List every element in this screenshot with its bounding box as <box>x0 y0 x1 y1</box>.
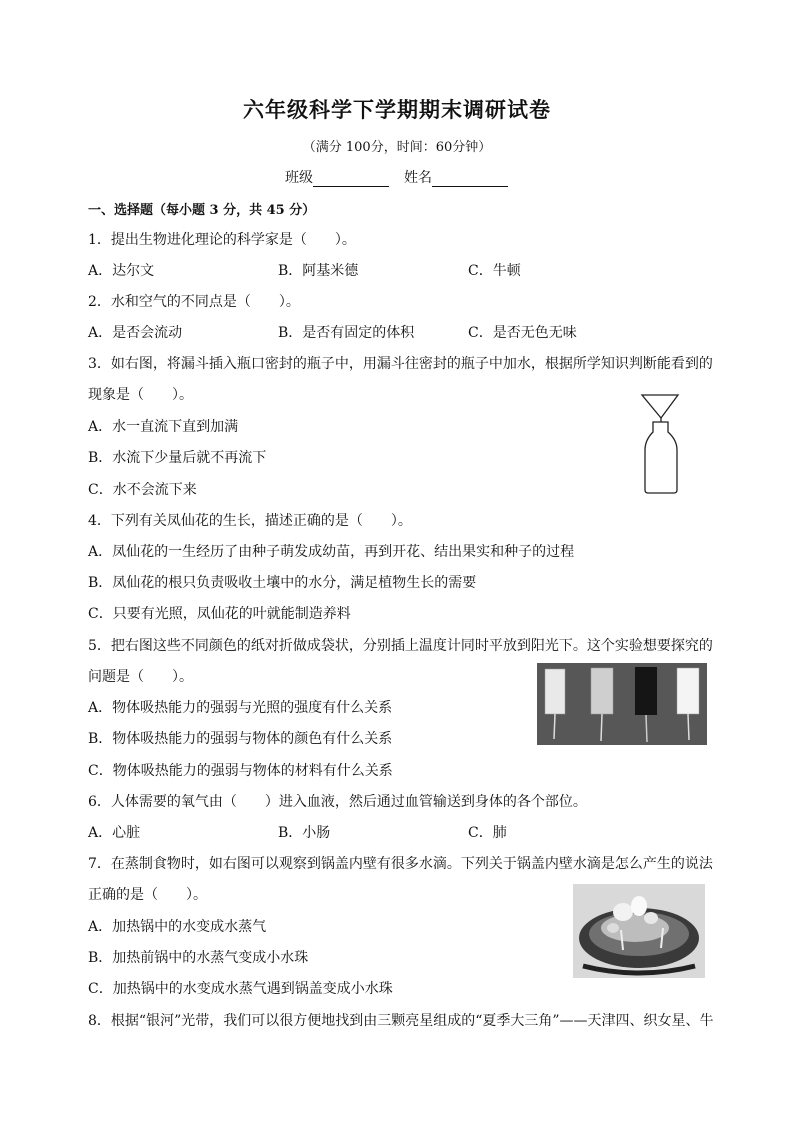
question-6-option-a: A．心脏 <box>88 825 141 841</box>
question-3-option-c: C．水不会流下来 <box>88 482 197 498</box>
question-3-option-a: A．水一直流下直到加满 <box>88 419 239 435</box>
name-field <box>404 167 508 187</box>
question-5-option-a: A．物体吸热能力的强弱与光照的强度有什么关系 <box>88 700 393 716</box>
question-1-stem: 1．提出生物进化理论的科学家是（ ）。 <box>88 232 356 248</box>
steaming-pot-photo <box>573 884 705 978</box>
question-2-option-c: C．是否无色无味 <box>468 325 577 341</box>
exam-title: 六年级科学下学期期末调研试卷 <box>243 97 551 122</box>
exam-subtitle: （满分 100分，时间：60分钟） <box>302 140 492 155</box>
question-4-stem: 4．下列有关凤仙花的生长，描述正确的是（ ）。 <box>88 513 412 529</box>
question-7-stem-line1: 7．在蒸制食物时，如右图可以观察到锅盖内壁有很多水滴。下列关于锅盖内壁水滴是怎么产生的说法 <box>88 856 713 872</box>
question-4-option-c: C．只要有光照，凤仙花的叶就能制造养料 <box>88 606 351 622</box>
class-label: 班级 <box>285 170 313 186</box>
question-7-option-c: C．加热锅中的水变成水蒸气遇到锅盖变成小水珠 <box>88 981 393 997</box>
question-2-option-a: A．是否会流动 <box>88 325 183 341</box>
section-heading: 一、选择题（每小题 3 分，共 45 分） <box>88 203 316 218</box>
colored-paper-bags-photo <box>537 663 707 745</box>
question-3-stem-line1: 3．如右图，将漏斗插入瓶口密封的瓶子中，用漏斗往密封的瓶子中加水，根据所学知识判断能看到的 <box>88 356 713 372</box>
question-5-option-c: C．物体吸热能力的强弱与物体的材料有什么关系 <box>88 763 393 779</box>
question-3-stem-line2: 现象是（ ）。 <box>88 387 193 403</box>
question-7-option-a: A．加热锅中的水变成水蒸气 <box>88 919 267 935</box>
question-6-option-b: B．小肠 <box>278 825 331 841</box>
question-5-option-b: B．物体吸热能力的强弱与物体的颜色有什么关系 <box>88 731 393 747</box>
name-blank <box>432 172 508 187</box>
question-7-stem-line2: 正确的是（ ）。 <box>88 887 207 903</box>
question-4-option-b: B．凤仙花的根只负责吸收土壤中的水分，满足植物生长的需要 <box>88 575 477 591</box>
question-2-option-b: B．是否有固定的体积 <box>278 325 415 341</box>
question-1-option-c: C．牛顿 <box>468 263 521 279</box>
question-6-option-c: C．肺 <box>468 825 507 841</box>
question-4-option-a: A．凤仙花的一生经历了由种子萌发成幼苗，再到开花、结出果实和种子的过程 <box>88 544 575 560</box>
question-5-stem-line2: 问题是（ ）。 <box>88 669 193 685</box>
question-7-option-b: B．加热前锅中的水蒸气变成小水珠 <box>88 950 309 966</box>
question-1-option-b: B．阿基米德 <box>278 263 359 279</box>
class-field <box>285 167 389 187</box>
question-1-option-a: A．达尔文 <box>88 263 155 279</box>
question-8-stem: 8．根据“银河”光带，我们可以很方便地找到由三颗亮星组成的“夏季大三角”——天津四、织女星、牛 <box>88 1013 714 1029</box>
funnel-bottle-figure <box>638 392 684 496</box>
name-label: 姓名 <box>404 170 432 186</box>
question-3-option-b: B．水流下少量后就不再流下 <box>88 450 267 466</box>
question-6-stem: 6．人体需要的氧气由（ ）进入血液，然后通过血管输送到身体的各个部位。 <box>88 794 587 810</box>
class-blank <box>313 172 389 187</box>
question-5-stem-line1: 5．把右图这些不同颜色的纸对折做成袋状，分别插上温度计同时平放到阳光下。这个实验想要探究的 <box>88 638 713 654</box>
question-2-stem: 2．水和空气的不同点是（ ）。 <box>88 294 300 310</box>
